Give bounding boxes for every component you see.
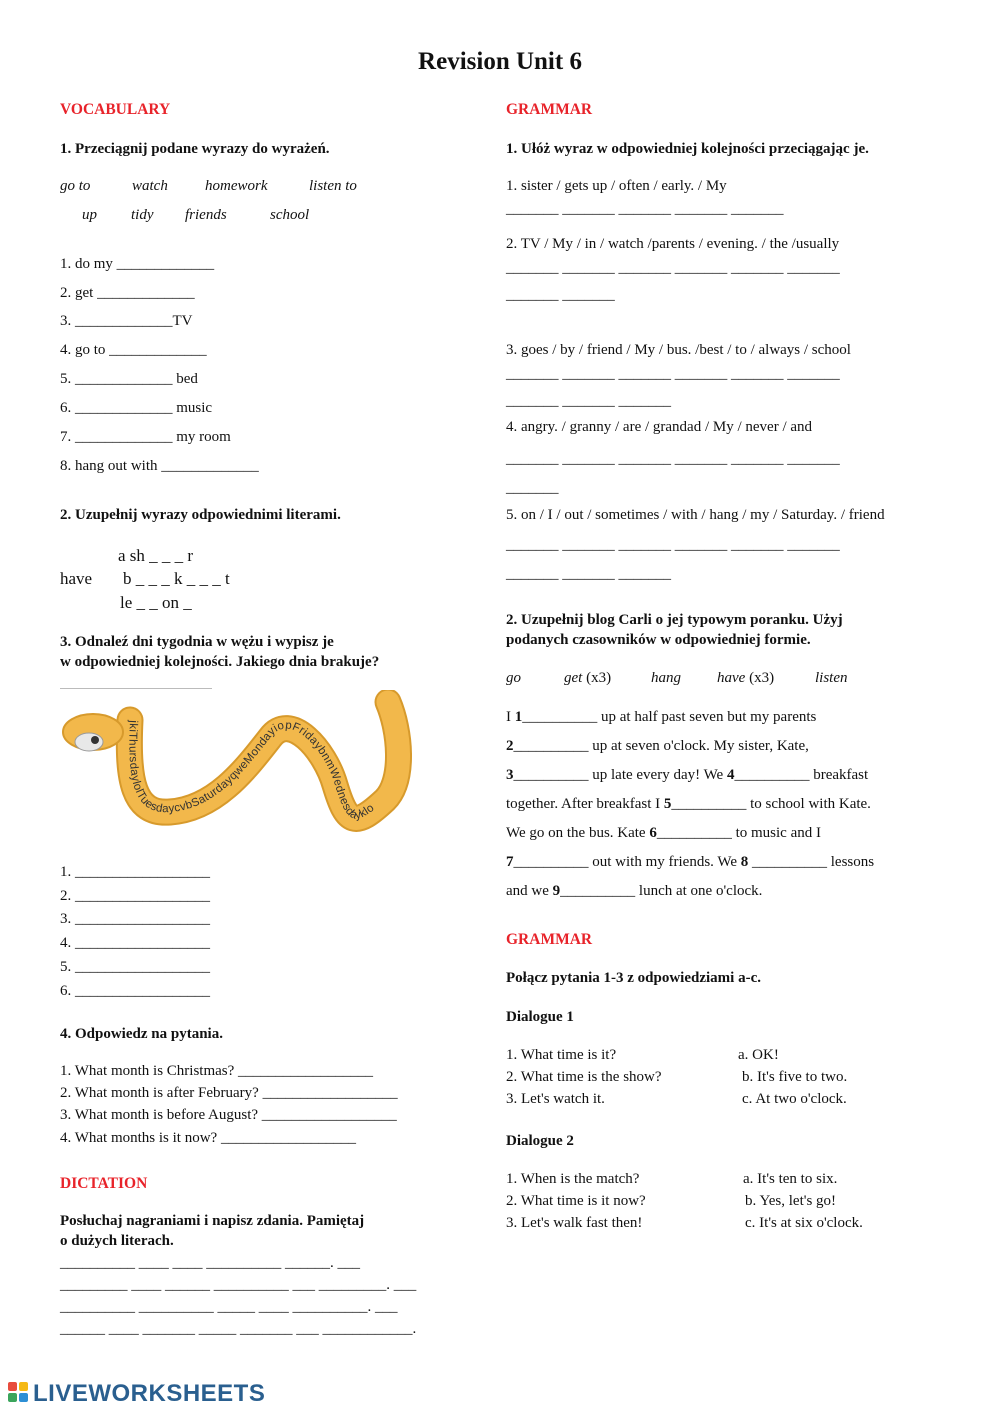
- month-question[interactable]: 3. What month is before August? __________________: [60, 1107, 397, 1123]
- dialogue-2-title: Dialogue 2: [506, 1133, 574, 1149]
- blog-text-segment: and we: [506, 883, 553, 899]
- logo-grid-icon: [8, 1382, 30, 1404]
- blog-line[interactable]: [506, 854, 874, 871]
- month-question[interactable]: 4. What months is it now? __________________: [60, 1130, 356, 1146]
- vocab-item[interactable]: 8. hang out with _____________: [60, 458, 259, 474]
- ex3-instruction-1: 3. Odnaleź dni tygodnia w wężu i wypisz je: [60, 634, 334, 650]
- order-question[interactable]: 1. sister / gets up / often / early. / My: [506, 178, 727, 194]
- blog-line[interactable]: [506, 767, 868, 784]
- word-friends[interactable]: friends: [185, 207, 227, 223]
- dialogue-1-title: Dialogue 1: [506, 1009, 574, 1025]
- grammar-ex2-instruction-2: podanych czasowników w odpowiedniej formie.: [506, 632, 811, 648]
- grammar-heading-1: GRAMMAR: [506, 101, 593, 118]
- dialogue-1-question[interactable]: 1. What time is it?: [506, 1047, 617, 1063]
- dictation-heading: DICTATION: [60, 1175, 148, 1192]
- day-answer[interactable]: 3. __________________: [60, 911, 210, 927]
- verb-get[interactable]: get (x3): [564, 670, 612, 686]
- word-tidy[interactable]: tidy: [131, 207, 154, 223]
- snake-pupil: [91, 736, 99, 744]
- dictation-line[interactable]: _________ ____ ______ __________ ___ _________. ___: [60, 1277, 417, 1293]
- vocab-item[interactable]: 7. _____________ my room: [60, 429, 231, 445]
- ex3-instruction-2: w odpowiedniej kolejności. Jakiego dnia brakuje?: [60, 654, 380, 670]
- letters-line-3[interactable]: le _ _ on _: [120, 593, 192, 612]
- order-answer-line[interactable]: _______ _______ _______ _______ _______: [506, 201, 784, 217]
- blank-number: 9: [552, 883, 561, 899]
- blog-text-segment: I: [506, 709, 515, 725]
- vocab-item[interactable]: 1. do my _____________: [60, 256, 215, 272]
- blank-number: 5: [663, 796, 672, 812]
- blog-text-segment: __________ out with my friends. We: [513, 854, 741, 870]
- dialogue-1-answer[interactable]: c. At two o'clock.: [742, 1091, 847, 1107]
- ex1-instruction: 1. Przeciągnij podane wyrazy do wyrażeń.: [60, 141, 330, 157]
- dictation-instruction-2: o dużych literach.: [60, 1233, 174, 1249]
- blank-number: 2: [506, 738, 514, 754]
- blog-line[interactable]: [506, 883, 762, 900]
- blog-line[interactable]: [506, 709, 816, 726]
- vocabulary-heading: VOCABULARY: [60, 101, 171, 118]
- logo-text: LIVEWORKSHEETS: [33, 1380, 266, 1407]
- dialogue-2-answer[interactable]: a. It's ten to six.: [743, 1171, 838, 1187]
- day-answer[interactable]: 2. __________________: [60, 888, 210, 904]
- dictation-line[interactable]: ______ ____ _______ _____ _______ ___ ____________.: [60, 1321, 417, 1337]
- grammar-ex2-instruction-1: 2. Uzupełnij blog Carli o jej typowym poranku. Użyj: [506, 612, 843, 628]
- verb-listen[interactable]: listen: [815, 670, 848, 686]
- word-listen-to[interactable]: listen to: [309, 178, 357, 194]
- verb-hang[interactable]: hang: [651, 670, 681, 686]
- dialogue-2-answer[interactable]: c. It's at six o'clock.: [745, 1215, 863, 1231]
- word-go-to[interactable]: go to: [60, 178, 91, 194]
- dialogue-2-question[interactable]: 1. When is the match?: [506, 1171, 640, 1187]
- verb-go[interactable]: go: [506, 670, 521, 686]
- month-question[interactable]: 2. What month is after February? __________________: [60, 1085, 398, 1101]
- blog-text-segment: We go on the bus. Kate: [506, 825, 650, 841]
- word-have: have: [60, 569, 93, 588]
- snake-body: [129, 702, 398, 818]
- snake-eye: [75, 733, 103, 751]
- dialogue-1-question[interactable]: 3. Let's watch it.: [506, 1091, 605, 1107]
- blank-number: 8: [740, 854, 749, 870]
- day-answer[interactable]: 5. __________________: [60, 959, 210, 975]
- blog-text-segment: __________ breakfast: [734, 767, 869, 783]
- word-homework[interactable]: homework: [205, 178, 268, 194]
- vocab-item[interactable]: 4. go to _____________: [60, 342, 207, 358]
- dialogue-1-answer[interactable]: a. OK!: [738, 1047, 779, 1063]
- blog-text-segment: __________ up at seven o'clock. My sister, Kate,: [513, 738, 809, 754]
- vocab-item[interactable]: 2. get _____________: [60, 285, 195, 301]
- order-question[interactable]: 3. goes / by / friend / My / bus. /best / to / always / school: [506, 342, 851, 358]
- blog-line[interactable]: [506, 796, 871, 813]
- blog-text-segment: __________ to music and I: [656, 825, 821, 841]
- snake-letters[interactable]: jkiThursdaylolTuesdaycvbSaturdayqweMondayiopFridaybnmWednesdayklo: [126, 719, 377, 822]
- blog-text-segment: __________ lessons: [748, 854, 875, 870]
- blog-line[interactable]: [506, 825, 821, 842]
- vocab-item[interactable]: 5. _____________ bed: [60, 371, 198, 387]
- blog-text-segment: __________ to school with Kate.: [671, 796, 871, 812]
- dialogue-2-question[interactable]: 3. Let's walk fast then!: [506, 1215, 643, 1231]
- dictation-line[interactable]: __________ __________ _____ ____ __________. ___: [60, 1299, 398, 1315]
- blog-line[interactable]: [506, 738, 809, 755]
- order-answer-line[interactable]: _______ _______ _______ _______ _______ _______: [506, 451, 840, 467]
- order-question[interactable]: 5. on / I / out / sometimes / with / hang / my / Saturday. / friend: [506, 507, 885, 523]
- day-answer[interactable]: 4. __________________: [60, 935, 210, 951]
- dialogue-1-answer[interactable]: b. It's five to two.: [742, 1069, 848, 1085]
- letters-line-1[interactable]: a sh _ _ _ r: [118, 546, 194, 565]
- blank-number: 4: [726, 767, 735, 783]
- dialogue-2-answer[interactable]: b. Yes, let's go!: [745, 1193, 837, 1209]
- ex4-instruction: 4. Odpowiedz na pytania.: [60, 1026, 223, 1042]
- grammar-heading-2: GRAMMAR: [506, 931, 593, 948]
- day-answer[interactable]: 1. __________________: [60, 864, 210, 880]
- order-question[interactable]: 2. TV / My / in / watch /parents / evening. / the /usually: [506, 236, 840, 252]
- answer-divider: [60, 688, 212, 689]
- verb-have[interactable]: have (x3): [717, 670, 775, 686]
- ex2-instruction: 2. Uzupełnij wyrazy odpowiednimi literami.: [60, 507, 341, 523]
- dialogue-2-question[interactable]: 2. What time is it now?: [506, 1193, 646, 1209]
- blank-number: 1: [514, 709, 523, 725]
- order-answer-line[interactable]: _______ _______ _______: [506, 566, 671, 582]
- liveworksheets-logo[interactable]: [8, 1380, 265, 1408]
- order-answer-line[interactable]: _______ _______ _______ _______ _______ _______: [506, 537, 840, 553]
- match-instruction: Połącz pytania 1-3 z odpowiedziami a-c.: [506, 970, 761, 986]
- month-question[interactable]: 1. What month is Christmas? __________________: [60, 1063, 374, 1079]
- order-answer-line[interactable]: _______ _______ _______ _______ _______ _______: [506, 366, 840, 382]
- blog-text-segment: __________ lunch at one o'clock.: [560, 883, 763, 899]
- order-question[interactable]: 4. angry. / granny / are / grandad / My / never / and: [506, 419, 813, 435]
- word-school[interactable]: school: [270, 207, 310, 223]
- vocab-item[interactable]: 3. _____________TV: [60, 313, 193, 329]
- word-watch[interactable]: watch: [132, 178, 168, 194]
- grammar-ex1-instruction: 1. Ułóż wyraz w odpowiedniej kolejności przeciągając je.: [506, 141, 869, 157]
- order-answer-line[interactable]: _______ _______ _______: [506, 393, 671, 409]
- letters-line-2[interactable]: b _ _ _ k _ _ _ t: [123, 569, 230, 588]
- order-answer-line[interactable]: _______: [506, 480, 559, 496]
- blog-text-segment: __________ up at half past seven but my parents: [522, 709, 817, 725]
- page-title: Revision Unit 6: [418, 48, 582, 75]
- blank-number: 3: [506, 767, 514, 783]
- dictation-instruction-1: Posłuchaj nagraniami i napisz zdania. Pamiętaj: [60, 1213, 365, 1229]
- word-up[interactable]: up: [82, 207, 97, 223]
- blog-text-segment: together. After breakfast I: [506, 796, 664, 812]
- order-answer-line[interactable]: _______ _______: [506, 287, 615, 303]
- dictation-line[interactable]: __________ ____ ____ __________ ______. ___: [60, 1255, 360, 1271]
- order-answer-line[interactable]: _______ _______ _______ _______ _______ _______: [506, 260, 840, 276]
- snake-illustration: [55, 690, 425, 860]
- day-answer[interactable]: 6. __________________: [60, 983, 210, 999]
- blog-text-segment: __________ up late every day! We: [513, 767, 727, 783]
- blank-number: 7: [506, 854, 514, 870]
- blank-number: 6: [649, 825, 657, 841]
- dialogue-1-question[interactable]: 2. What time is the show?: [506, 1069, 662, 1085]
- vocab-item[interactable]: 6. _____________ music: [60, 400, 213, 416]
